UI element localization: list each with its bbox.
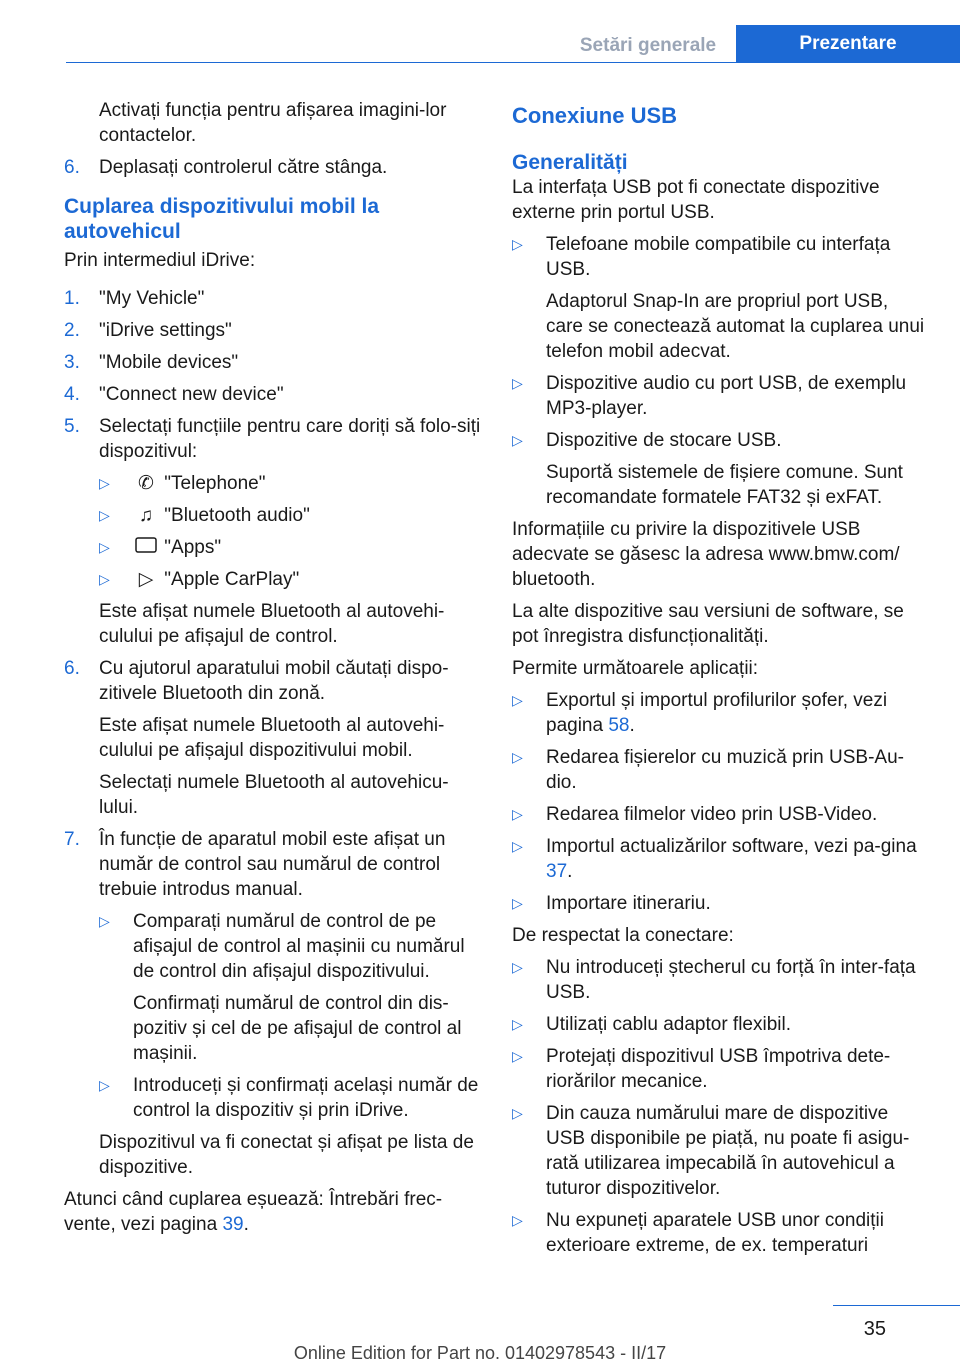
step-note: Dispozitivul va fi conectat și afișat pe lista de dispozitive. [99,1132,474,1178]
music-note-icon: ♫ [138,505,154,526]
notice-intro: De respectat la conectare: [512,925,734,946]
page-link[interactable]: 58 [608,715,630,736]
page-number-divider [833,1305,960,1306]
function-item [99,535,484,560]
function-label: "Bluetooth audio" [164,505,310,526]
bullet-text: Comparați numărul de control de pe afișajul de control al mașinii cu numărul de control din afișajul dispozitivului. [133,911,465,982]
app-item [512,802,926,827]
step-text: Selectați funcțiile pentru care doriți să folo-siți dispozitivul: [99,416,481,462]
notice-text: Protejați dispozitivul USB împotriva dete-riorărilor mecanice. [546,1046,891,1092]
triangle-bullet-icon: ▷ [512,1212,523,1228]
app-text: Importare itinerariu. [546,893,711,914]
triangle-bullet-icon: ▷ [99,1077,110,1093]
triangle-bullet-icon: ▷ [512,692,523,708]
triangle-bullet-icon: ▷ [512,1048,523,1064]
apps-icon [133,535,159,560]
step-text: "My Vehicle" [99,288,205,309]
triangle-bullet-icon: ▷ [99,913,110,929]
right-column [512,98,926,1265]
device-note: Adaptorul Snap-In are propriul port USB, care se conectează automat la cuplarea unui telefon mobil adecvat. [546,291,925,362]
app-text: Redarea fișierelor cu muzică prin USB-Au-dio. [546,747,904,793]
page-number: 35 [863,1318,886,1340]
step-note: Selectați numele Bluetooth al autovehicu-lului. [99,772,449,818]
info-text: Informațiile cu privire la dispozitivele USB adecvate se găsesc la adresa www.bmw.com/ bluetooth. [512,519,900,590]
function-list [64,471,484,592]
function-label: "Apple CarPlay" [164,569,300,590]
step-text: "Mobile devices" [99,352,239,373]
subsection-heading: Generalități [512,151,628,174]
triangle-bullet-icon: ▷ [512,432,523,448]
function-item [99,503,484,528]
app-text: Exportul și importul profilurilor șofer, vezi pagina [546,690,888,736]
punctuation: . [629,715,635,736]
page-link[interactable]: 37 [546,861,568,882]
step-item [64,286,484,311]
device-note: Suportă sistemele de fișiere comune. Sunt recomandate formatele FAT32 și exFAT. [546,462,903,508]
device-text: Dispozitive audio cu port USB, de exemplu MP3-player. [546,373,907,419]
notice-text: Nu introduceți ștecherul cu forță în inter-fața USB. [546,957,916,1003]
notice-item [512,1044,926,1094]
function-item [99,471,484,496]
apps-list [512,688,926,916]
punctuation: . [243,1214,249,1235]
notice-item [512,1012,926,1037]
triangle-bullet-icon: ▷ [512,838,523,854]
active-section-tab[interactable]: Prezentare [736,25,960,62]
app-item [512,745,926,795]
notice-text: Din cauza numărului mare de dispozitive USB disponibile pe piață, nu poate fi asigu-rată utilizarea impecabilă în autovehicul a tuturor dispozitivelor. [546,1103,910,1199]
step-item [64,827,484,1180]
device-item [512,371,926,421]
step-item [64,318,484,343]
step-text: "Connect new device" [99,384,284,405]
app-text: Importul actualizărilor software, vezi pa-gina [546,836,917,857]
step-note: Este afișat numele Bluetooth al autovehi-culului pe afișajul de control. [99,601,445,647]
notice-text: Utilizați cablu adaptor flexibil. [546,1014,792,1035]
step-number: 1. [64,288,80,309]
triangle-bullet-icon: ▷ [99,507,110,523]
triangle-bullet-icon: ▷ [512,1016,523,1032]
step-item [64,350,484,375]
triangle-bullet-icon: ▷ [99,571,110,587]
bullet-item [99,909,484,1066]
device-list [512,232,926,510]
section-heading: Conexiune USB [512,103,678,128]
notice-item [512,1208,926,1258]
bullet-item [99,1073,484,1123]
step-number: 4. [64,384,80,405]
function-item [99,567,484,592]
step-item [64,414,484,464]
intro-text: La interfața USB pot fi conectate dispozitive externe prin portul USB. [512,177,880,223]
app-item [512,834,926,884]
step-text: În funcție de aparatul mobil este afișat un număr de control sau numărul de control trebuie introdus manual. [99,829,446,900]
step-item [64,155,484,180]
punctuation: . [567,861,573,882]
bullet-text: Introduceți și confirmați același număr de control la dispozitiv și prin iDrive. [133,1075,479,1121]
triangle-bullet-icon: ▷ [512,959,523,975]
app-item [512,891,926,916]
triangle-bullet-icon: ▷ [512,236,523,252]
step-text: Cu ajutorul aparatului mobil căutați dispo-zitivele Bluetooth din zonă. [99,658,449,704]
step-number: 2. [64,320,80,341]
step-number: 6. [64,157,80,178]
page-link[interactable]: 39 [222,1214,244,1235]
step-item [64,382,484,407]
failure-label: Atunci când cuplarea eșuează: Întrebări frec-vente, vezi pagina [64,1189,443,1235]
edition-footer: Online Edition for Part no. 01402978543 - II/17 [293,1343,667,1362]
intro-text: Prin intermediul iDrive: [64,250,256,271]
notice-list [512,955,926,1258]
app-text: Redarea filmelor video prin USB-Video. [546,804,878,825]
bullet-note: Confirmați numărul de control din dis-pozitiv și cel de pe afișajul de control al mașinii. [133,993,462,1064]
triangle-bullet-icon: ▷ [99,539,110,555]
triangle-bullet-icon: ▷ [512,375,523,391]
app-item [512,688,926,738]
step-number: 7. [64,829,80,850]
step-item [64,656,484,820]
section-tab[interactable]: Setări generale [579,34,717,56]
step-note: Este afișat numele Bluetooth al autovehi-culului pe afișajul dispozitivului mobil. [99,715,445,761]
step-list [64,286,484,464]
triangle-bullet-icon: ▷ [99,475,110,491]
device-text: Dispozitive de stocare USB. [546,430,782,451]
device-item [512,428,926,510]
notice-text: Nu expuneți aparatele USB unor condiții exterioare extreme, de ex. temperaturi [546,1210,884,1256]
page-header [0,0,960,62]
play-circle-icon: ▷ [138,569,154,590]
triangle-bullet-icon: ▷ [512,895,523,911]
section-heading: Cuplarea dispozitivului mobil la autovehicul [64,195,380,243]
step-text: Deplasați controlerul către stânga. [99,157,388,178]
device-text: Telefoane mobile compatibile cu interfața USB. [546,234,891,280]
notice-item [512,1101,926,1201]
step-number: 3. [64,352,80,373]
triangle-bullet-icon: ▷ [512,1105,523,1121]
step-number: 6. [64,658,80,679]
continued-text: Activați funcția pentru afișarea imagini-lor contactelor. [99,100,447,146]
header-divider [66,62,960,63]
apps-intro: Permite următoarele aplicații: [512,658,759,679]
triangle-bullet-icon: ▷ [512,806,523,822]
notice-item [512,955,926,1005]
step-number: 5. [64,416,80,437]
function-label: "Apps" [164,537,222,558]
device-item [512,232,926,364]
info-text: La alte dispozitive sau versiuni de software, se pot înregistra disfuncționalități. [512,601,904,647]
phone-icon: ✆ [138,473,154,494]
left-column [64,98,484,1244]
failure-text [64,1187,484,1237]
triangle-bullet-icon: ▷ [512,749,523,765]
function-label: "Telephone" [164,473,266,494]
step-text: "iDrive settings" [99,320,232,341]
